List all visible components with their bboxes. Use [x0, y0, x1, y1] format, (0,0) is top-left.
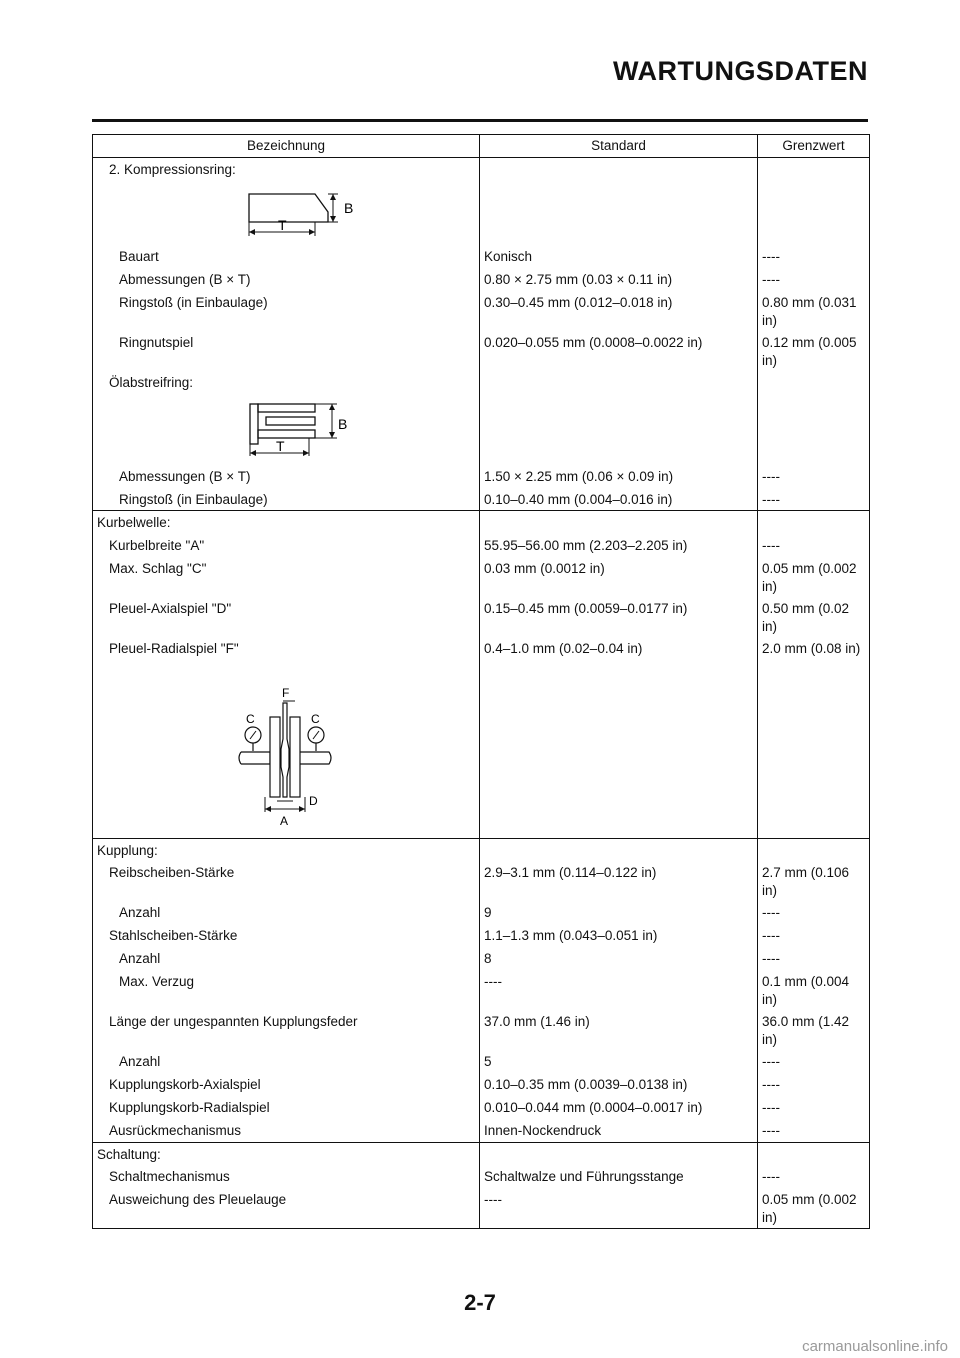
section-label-row: [93, 838, 870, 861]
section-label-row: [93, 158, 870, 181]
column-header: Standard: [480, 135, 758, 158]
dimension-label-a: A: [280, 813, 289, 828]
table-row: Pleuel-Radialspiel "F" 0.4–1.0 mm (0.02–0.04 in) 2.0 mm (0.08 in): [93, 637, 870, 677]
table-row: Ringnutspiel 0.020–0.055 mm (0.0008–0.0022 in) 0.12 mm (0.005 in): [93, 331, 870, 371]
section-label: 2. Kompressionsring:: [93, 158, 480, 181]
page-title: WARTUNGSDATEN: [613, 56, 868, 86]
figure-row: [93, 394, 870, 465]
table-row: Ringstoß (in Einbaulage) 0.10–0.40 mm (0.004–0.016 in) ----: [93, 488, 870, 511]
table-row: Ausweichung des Pleuelauge ---- 0.05 mm (0.002 in): [93, 1188, 870, 1228]
section-label-row: [93, 511, 870, 534]
spec-table: [92, 134, 870, 1229]
table-row: Abmessungen (B × T) 0.80 × 2.75 mm (0.03 × 0.11 in) ----: [93, 268, 870, 291]
table-row: Anzahl 8 ----: [93, 947, 870, 970]
table-row: Abmessungen (B × T) 1.50 × 2.25 mm (0.06 × 0.09 in) ----: [93, 465, 870, 488]
column-header: Grenzwert: [758, 135, 870, 158]
table-row: Kupplungskorb-Radialspiel 0.010–0.044 mm (0.0004–0.0017 in) ----: [93, 1096, 870, 1119]
figure-row: [93, 181, 870, 245]
table-row: Anzahl 9 ----: [93, 901, 870, 924]
section-label: Ölabstreifring:: [93, 371, 480, 394]
table-row: Max. Verzug ---- 0.1 mm (0.004 in): [93, 970, 870, 1010]
page-number: 2-7: [464, 1290, 496, 1315]
table-row: Stahlscheiben-Stärke 1.1–1.3 mm (0.043–0.051 in) ----: [93, 924, 870, 947]
dimension-label-d: D: [309, 793, 318, 808]
table-row: Kupplungskorb-Axialspiel 0.10–0.35 mm (0.0039–0.0138 in) ----: [93, 1073, 870, 1096]
dimension-label-b: B: [344, 199, 354, 216]
section-label: Schaltung:: [93, 1142, 480, 1165]
dimension-label-c: C: [311, 711, 320, 726]
title-rule: [92, 119, 868, 122]
section-label: Kurbelwelle:: [93, 511, 480, 534]
dimension-label-b: B: [338, 415, 348, 432]
table-row: Max. Schlag "C" 0.03 mm (0.0012 in) 0.05 mm (0.002 in): [93, 557, 870, 597]
crankshaft-diagram: [93, 677, 480, 833]
section-label-row: [93, 371, 870, 394]
figure-row: [93, 677, 870, 839]
oil-ring-diagram: [93, 394, 480, 460]
section-label-row: [93, 1142, 870, 1165]
dimension-label-t: T: [278, 216, 287, 233]
compression-ring-diagram: [93, 181, 480, 240]
table-row: Reibscheiben-Stärke 2.9–3.1 mm (0.114–0.122 in) 2.7 mm (0.106 in): [93, 861, 870, 901]
dimension-label-c: C: [246, 711, 255, 726]
table-row: Kurbelbreite "A" 55.95–56.00 mm (2.203–2.205 in) ----: [93, 534, 870, 557]
section-label: Kupplung:: [93, 838, 480, 861]
table-row: Länge der ungespannten Kupplungsfeder 37.0 mm (1.46 in) 36.0 mm (1.42 in): [93, 1010, 870, 1050]
table-row: Ausrückmechanismus Innen-Nockendruck ----: [93, 1119, 870, 1142]
table-row: Ringstoß (in Einbaulage) 0.30–0.45 mm (0.012–0.018 in) 0.80 mm (0.031 in): [93, 291, 870, 331]
watermark: carmanualsonline.info: [802, 1338, 948, 1355]
column-header: Bezeichnung: [93, 135, 480, 158]
table-row: Pleuel-Axialspiel "D" 0.15–0.45 mm (0.0059–0.0177 in) 0.50 mm (0.02 in): [93, 597, 870, 637]
table-header-row: [93, 135, 870, 158]
dimension-label-f: F: [282, 685, 290, 700]
dimension-label-t: T: [276, 437, 285, 454]
table-row: Bauart Konisch ----: [93, 245, 870, 268]
table-row: Anzahl 5 ----: [93, 1050, 870, 1073]
table-row: Schaltmechanismus Schaltwalze und Führungsstange ----: [93, 1165, 870, 1188]
